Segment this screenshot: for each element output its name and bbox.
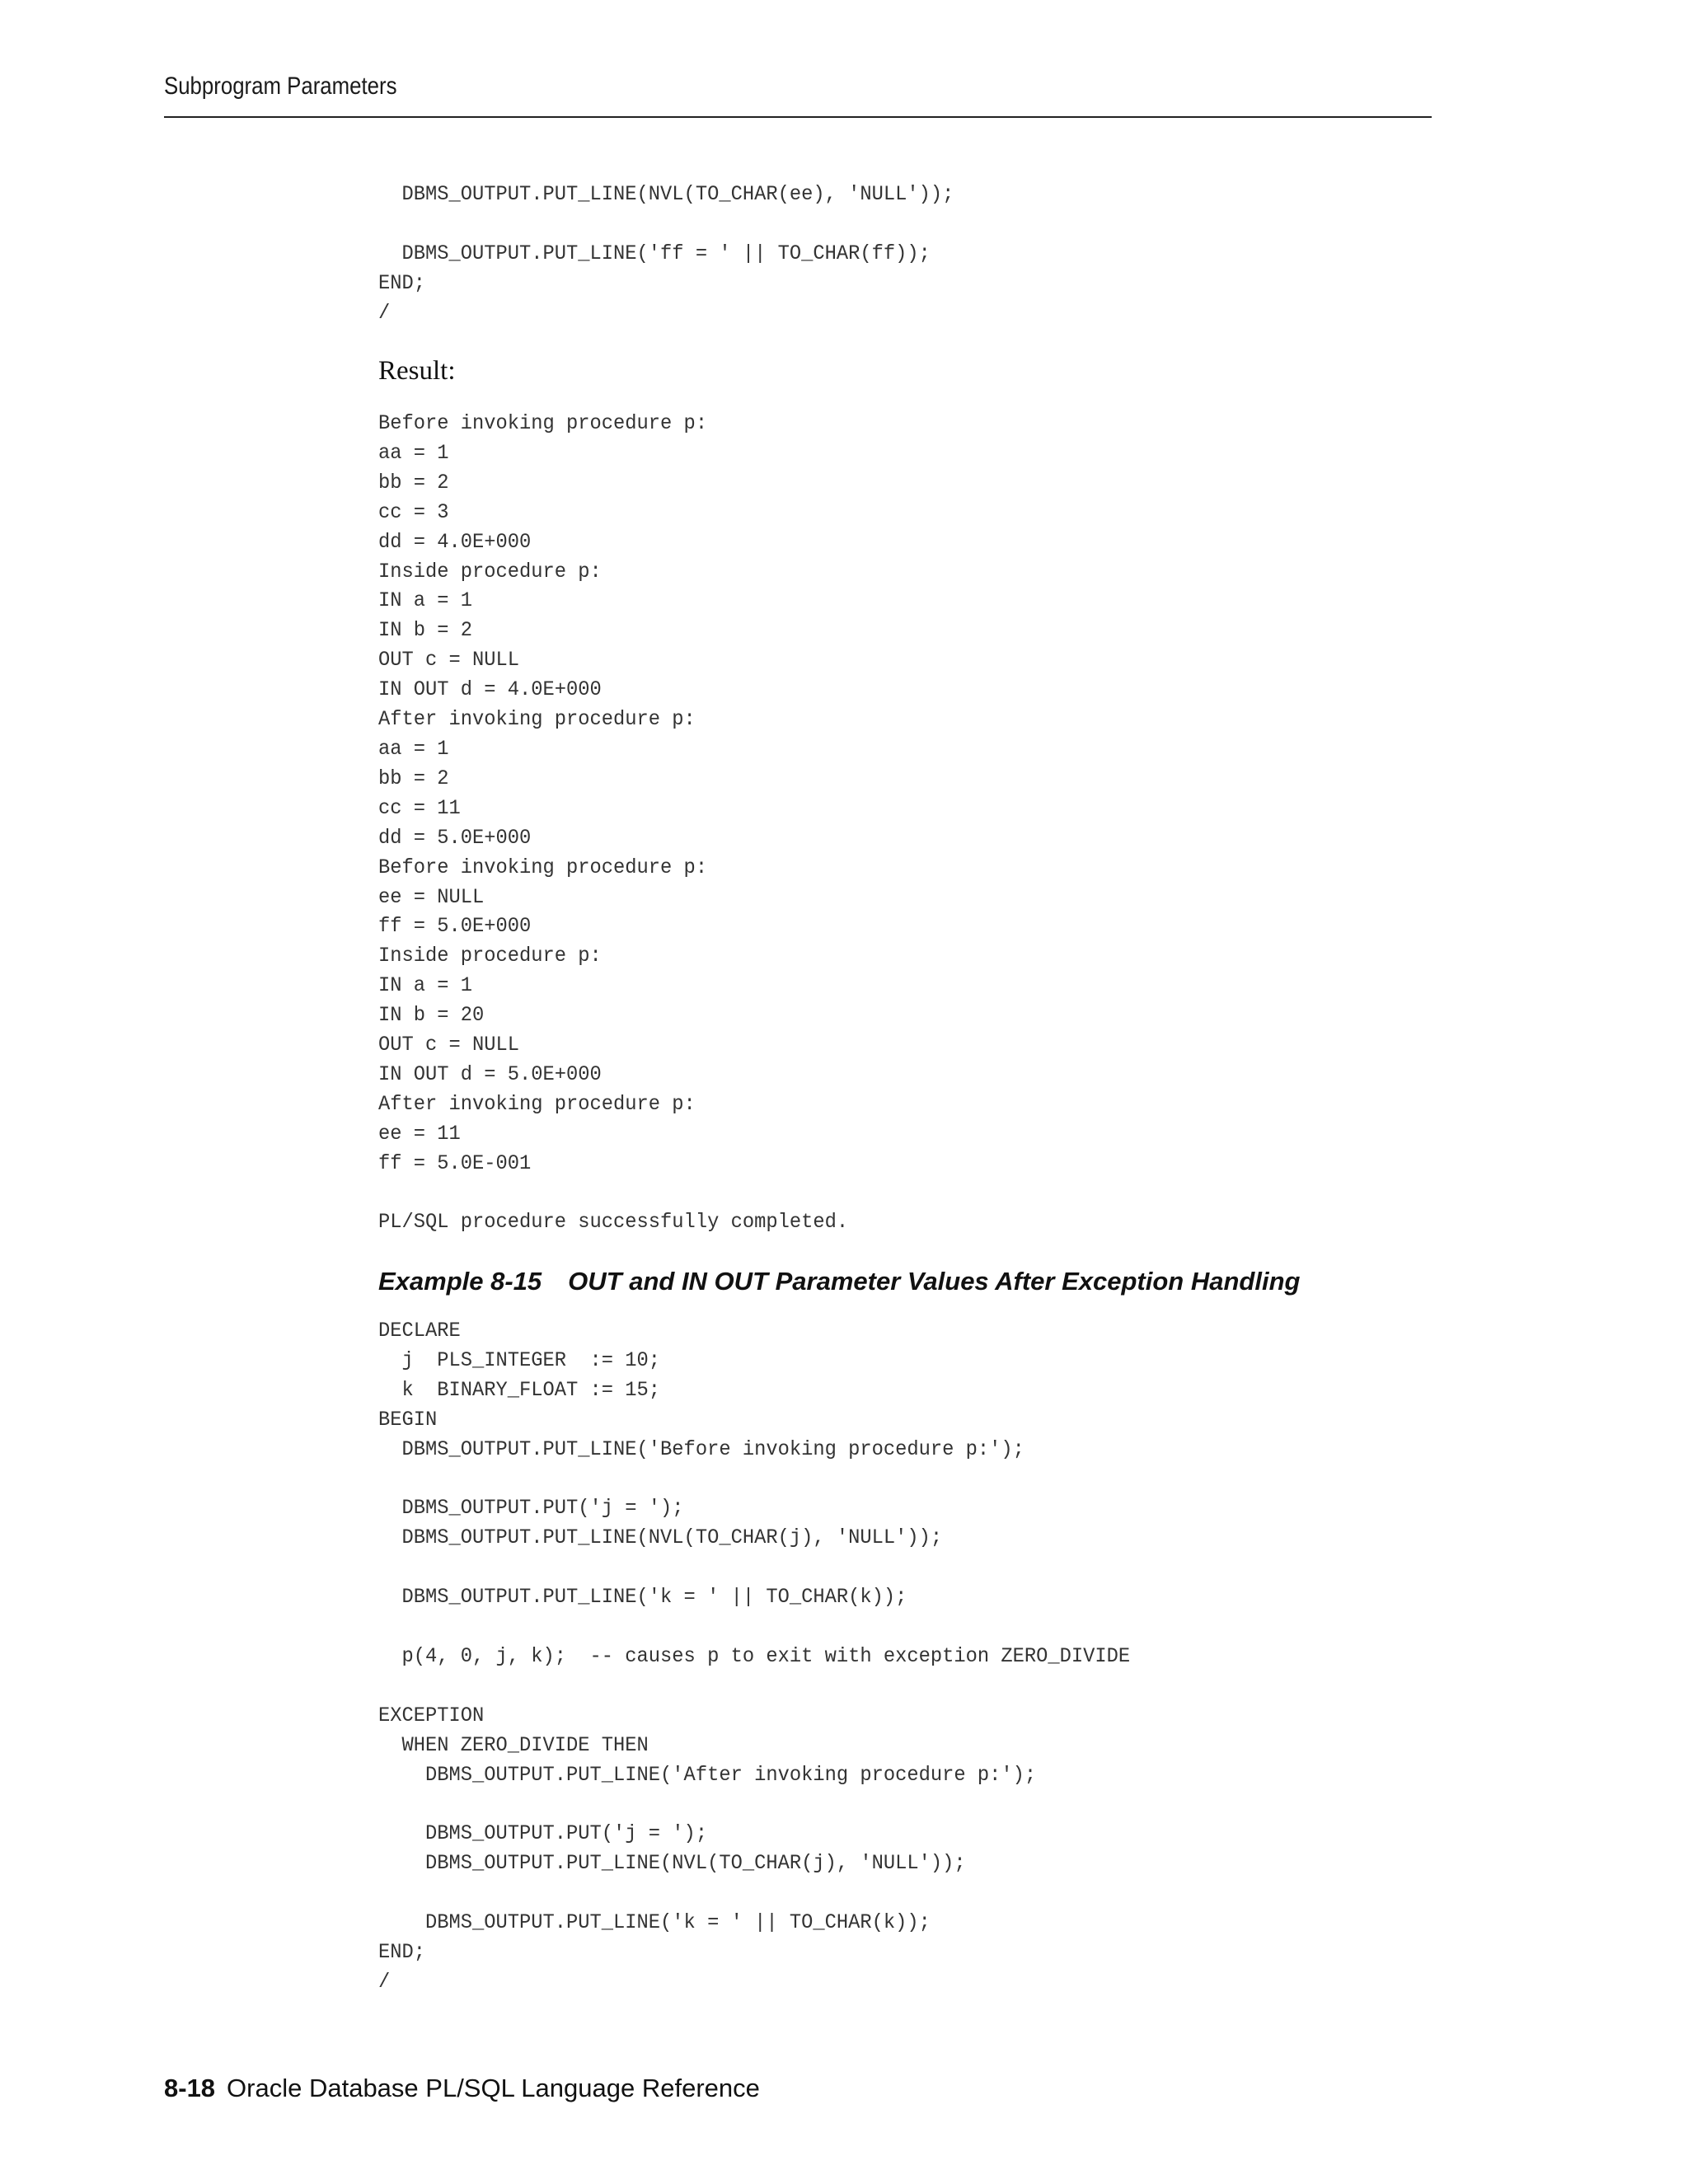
page-number: 8-18 <box>164 2074 216 2102</box>
header-rule <box>164 116 1432 118</box>
code-block-continued: DBMS_OUTPUT.PUT_LINE(NVL(TO_CHAR(ee), 'NULL')); DBMS_OUTPUT.PUT_LINE('ff = ' || TO_CHAR(ff)); END; / <box>378 182 954 325</box>
running-header: Subprogram Parameters <box>164 73 397 100</box>
result-label: Result: <box>378 356 456 386</box>
book-title: Oracle Database PL/SQL Language Reference <box>227 2074 760 2102</box>
page-footer <box>164 2074 760 2103</box>
result-output: Before invoking procedure p: aa = 1 bb = 2 cc = 3 dd = 4.0E+000 Inside procedure p: IN a = 1 IN b = 2 OUT c = NULL IN OUT d = 4.0E+000 After invoking procedure p: aa = 1 bb = 2 cc = 11 dd = 5.0E+000 Before invoking procedure p: ee = NULL ff = 5.0E+000 Inside procedure p: IN a = 1 IN b = 20 OUT c = NULL IN OUT d = 5.0E+000 After invoking procedure p: ee = 11 ff = 5.0E-001 PL/SQL procedure successfully completed. <box>378 411 849 1235</box>
example-number: Example 8-15 <box>378 1267 542 1296</box>
example-caption <box>378 1267 1300 1296</box>
example-title: OUT and IN OUT Parameter Values After Exception Handling <box>568 1267 1301 1296</box>
example-code-block: DECLARE j PLS_INTEGER := 10; k BINARY_FLOAT := 15; BEGIN DBMS_OUTPUT.PUT_LINE('Before invoking procedure p:'); DBMS_OUTPUT.PUT('j = '); DBMS_OUTPUT.PUT_LINE(NVL(TO_CHAR(j), 'NULL')); DBMS_OUTPUT.PUT_LINE('k = ' || TO_CHAR(k)); p(4, 0, j, k); -- causes p to exit with exception ZERO_DIVIDE EXCEPTION WHEN ZERO_DIVIDE THEN DBMS_OUTPUT.PUT_LINE('After invoking procedure p:'); DBMS_OUTPUT.PUT('j = '); DBMS_OUTPUT.PUT_LINE(NVL(TO_CHAR(j), 'NULL')); DBMS_OUTPUT.PUT_LINE('k = ' || TO_CHAR(k)); END; / <box>378 1319 1131 1994</box>
